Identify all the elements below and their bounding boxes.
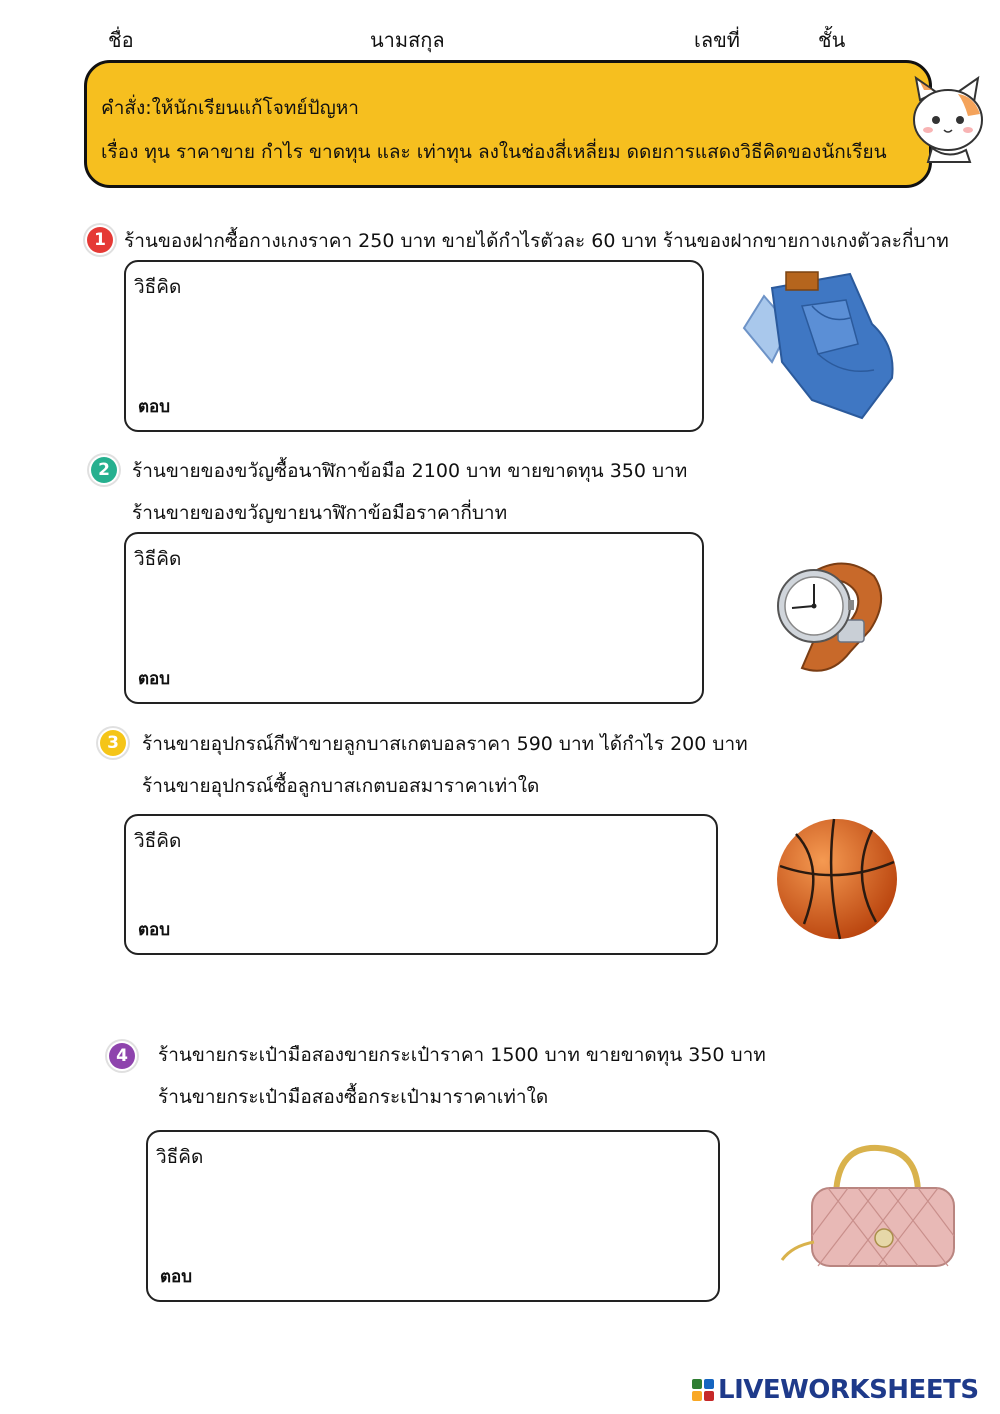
logo-text: LIVEWORKSHEETS	[718, 1375, 979, 1405]
instruction-line-2: เรื่อง ทุน ราคาขาย กำไร ขาดทุน และ เท่าทุน ลงในช่องสี่เหลี่ยม ดดยการแสดงวิธีคิดของนักเรียน	[101, 141, 887, 163]
question-3-text-line-2: ร้านขายอุปกรณ์ซื้อลูกบาสเกตบอสมาราคาเท่าใด	[142, 775, 540, 797]
question-3-text-line-1: ร้านขายอุปกรณ์กีฬาขายลูกบาสเกตบอลราคา 590 บาท ได้กำไร 200 บาท	[142, 733, 748, 755]
answer-label: ตอบ	[138, 920, 171, 940]
question-4-answer-box[interactable]	[146, 1130, 720, 1302]
answer-label: ตอบ	[160, 1267, 193, 1287]
question-number-badge: 1	[87, 227, 113, 253]
question-1-answer-box[interactable]	[124, 260, 704, 432]
question-1-text: ร้านของฝากซื้อกางเกงราคา 250 บาท ขายได้กำไรตัวละ 60 บาท ร้านของฝากขายกางเกงตัวละกี่บาท	[124, 230, 949, 252]
instruction-line-1: คำสั่ง:ให้นักเรียนแก้โจทย์ปัญหา	[101, 97, 359, 119]
class-label: ชั้น	[818, 28, 846, 52]
cat-mascot-icon	[908, 70, 988, 166]
logo-mark-icon	[692, 1379, 714, 1401]
answer-label: ตอบ	[138, 669, 171, 689]
basketball-icon	[774, 816, 900, 942]
liveworksheets-logo	[692, 1372, 979, 1408]
question-4-text-line-2: ร้านขายกระเป๋ามือสองซื้อกระเป๋ามาราคาเท่าใด	[158, 1086, 549, 1108]
watch-icon	[774, 556, 886, 676]
question-number-badge: 4	[109, 1043, 135, 1069]
question-2-text-line-2: ร้านขายของขวัญขายนาฬิกาข้อมือราคากี่บาท	[132, 502, 508, 524]
question-3-answer-box[interactable]	[124, 814, 718, 955]
answer-label: ตอบ	[138, 397, 171, 417]
method-label: วิธีคิด	[134, 276, 182, 298]
jeans-icon	[742, 266, 902, 422]
question-2-text-line-1: ร้านขายของขวัญซื้อนาฬิกาข้อมือ 2100 บาท ขายขาดทุน 350 บาท	[132, 460, 688, 482]
method-label: วิธีคิด	[156, 1146, 204, 1168]
question-number-badge: 3	[100, 730, 126, 756]
question-4-text-line-1: ร้านขายกระเป๋ามือสองขายกระเป๋าราคา 1500 บาท ขายขาดทุน 350 บาท	[158, 1044, 766, 1066]
name-label: ชื่อ	[108, 28, 134, 52]
question-number-badge: 2	[91, 457, 117, 483]
surname-label: นามสกุล	[370, 28, 445, 52]
method-label: วิธีคิด	[134, 830, 182, 852]
handbag-icon	[778, 1142, 960, 1272]
instruction-banner	[84, 60, 932, 188]
question-2-answer-box[interactable]	[124, 532, 704, 704]
student-number-label: เลขที่	[694, 28, 740, 52]
method-label: วิธีคิด	[134, 548, 182, 570]
